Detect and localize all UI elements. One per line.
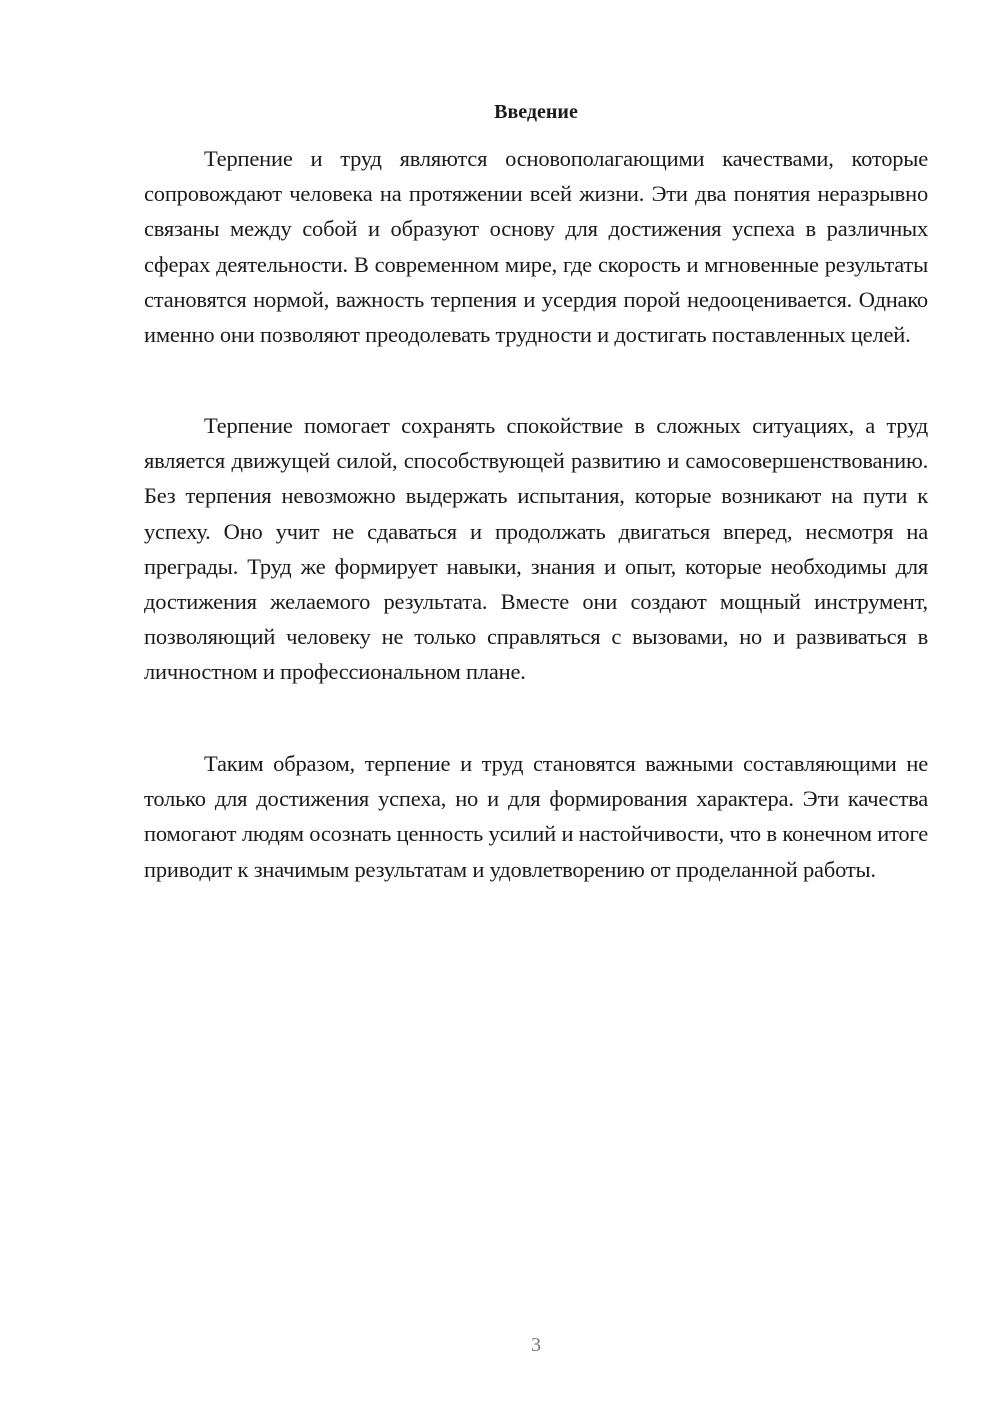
page-number: 3 [531, 1334, 541, 1356]
document-page [144, 0, 928, 1414]
paragraph-3: Таким образом, терпение и труд становятся важными составляющими не только для достижения успеха, но и для формирования характера. Эти качества помогают людям осознать ценность усилий и настойчивости, что в конечном итоге приводит к значимым результатам и удовлетворению от проделанной работы. [144, 751, 928, 882]
paragraph-1: Терпение и труд являются основополагающими качествами, которые сопровождают человека на протяжении всей жизни. Эти два понятия неразрывно связаны между собой и образуют основу для достижения успеха в различных сферах деятельности. В современном мире, где скорость и мгновенные результаты становятся нормой, важность терпения и усердия порой недооценивается. Однако именно они позволяют преодолевать трудности и достигать поставленных целей. [144, 146, 928, 348]
section-heading: Введение [494, 101, 578, 123]
paragraph-2: Терпение помогает сохранять спокойствие в сложных ситуациях, а труд является движущей силой, способствующей развитию и самосовершенствованию. Без терпения невозможно выдержать испытания, которые возникают на пути к успеху. Оно учит не сдаваться и продолжать двигаться вперед, несмотря на преграды. Труд же формирует навыки, знания и опыт, которые необходимы для достижения желаемого результата. Вместе они создают мощный инструмент, позволяющий человеку не только справляться с вызовами, но и развиваться в личностном и профессиональном плане. [144, 413, 928, 685]
